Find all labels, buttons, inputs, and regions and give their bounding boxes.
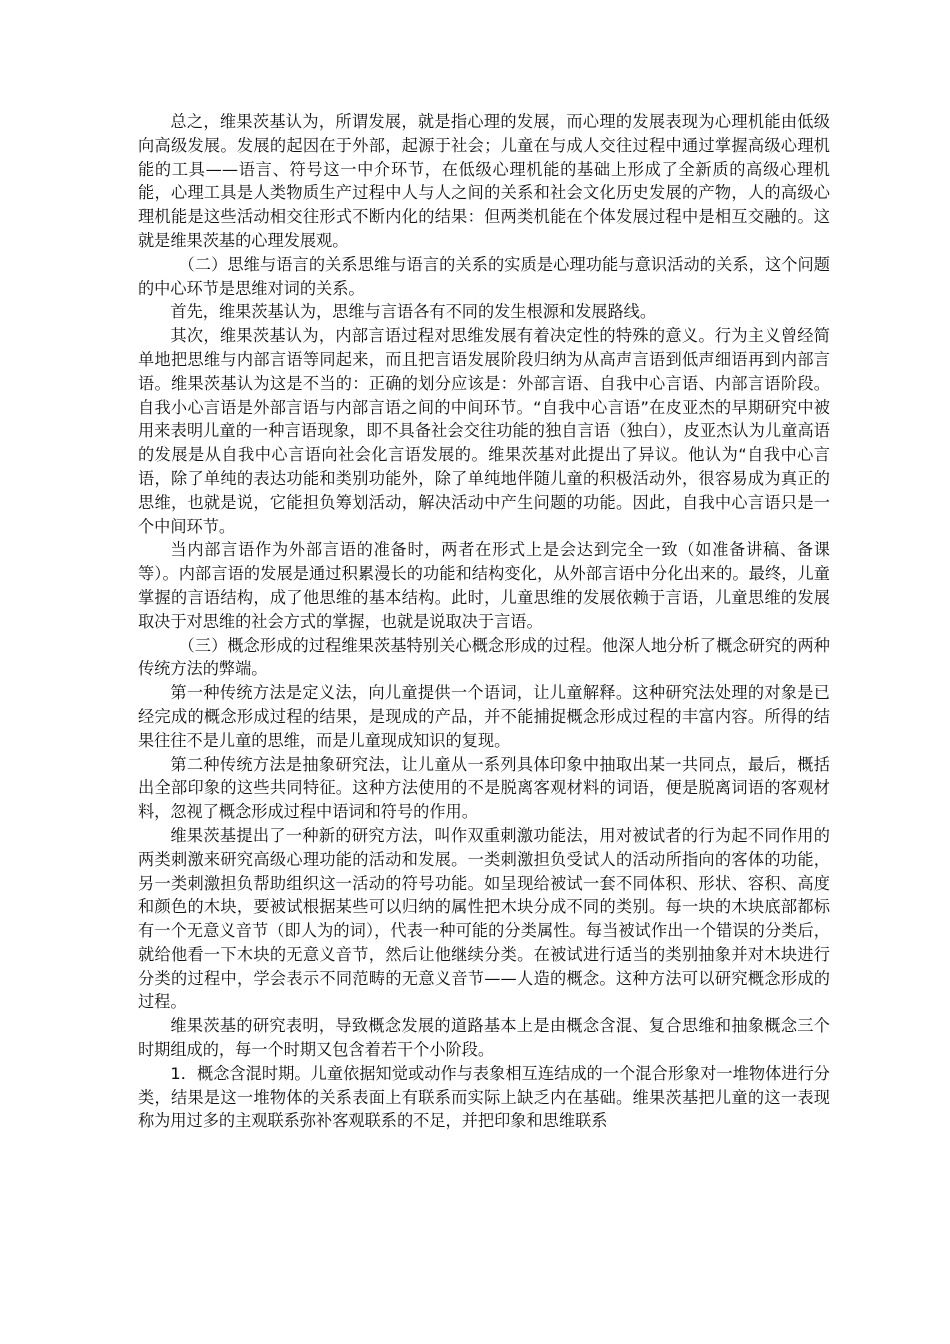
paragraph-double-stimulation-method: 维果茨基提出了一种新的研究方法，叫作双重刺激功能法，用对被试者的行为起不同作用的两类刺激来研究高级心理功能的活动和发展。一类刺激担负受试人的活动所指向的客体的功能，另一类刺激担负帮助组织这一活动的符号功能。如呈现给被试一套不同体积、形状、容积、高度和颜色的木块，要被试根据某些可以归纳的属性把木块分成不同的类别。每一块的木块底部都标有一个无意义音节（即人为的词），代表一种可能的分类属性。每当被试作出一个错误的分类后，就给他看一下木块的无意义音节，然后让他继续分类。在被试进行适当的类别抽象并对木块进行分类的过程中，学会表示不同范畴的无意义音节——人造的概念。这种方法可以研究概念形成的过程。 — [138, 825, 830, 1012]
paragraph-second-point-inner-speech: 其次，维果茨基认为，内部言语过程对思维发展有着决定性的特殊的意义。行为主义曾经简单地把思维与内部言语等同起来，而且把言语发展阶段归纳为从高声言语到低声细语再到内部言语。维果茨基认为这是不当的：正确的划分应该是：外部言语、自我中心言语、内部言语阶段。自我小心言语是外部言语与内部言语之间的中间环节。“自我中心言语”在皮亚杰的早期研究中被用来表明儿童的一种言语现象，即不具备社会交往功能的独自言语（独白），皮亚杰认为儿童高语的发展是从自我中心言语向社会化言语发展的。维果茨基对此提出了异议。他认为“自我中心言语，除了单纯的表达功能和类别功能外，除了单纯地伴随儿童的积极活动外，很容易成为真正的思维，也就是说，它能担负筹划活动，解决活动中产生问题的功能。因此，自我中心言语只是一个中间环节。 — [138, 326, 830, 536]
paragraph-summary-development-view: 总之，维果茨基认为，所谓发展，就是指心理的发展，而心理的发展表现为心理机能由低级向高级发展。发展的起因在于外部，起源于社会；儿童在与成人交往过程中通过掌握高级心理机能的工具——语言、符号这一中介环节，在低级心理机能的基础上形成了全新质的高级心理机能，心理工具是人类物质生产过程中人与人之间的关系和社会文化历史发展的产物，人的高级心理机能是这些活动相交往形式不断内化的结果：但两类机能在个体发展过程中是相互交融的。这就是维果茨基的心理发展观。 — [138, 112, 830, 250]
document-page — [138, 110, 830, 1133]
paragraph-abstraction-method: 第二种传统方法是抽象研究法，让儿童从一系列具体印象中抽取出某一共同点，最后，概括出全部印象的这些共同特征。这种方法使用的不是脱离客观材料的词语，便是脱离词语的客观材料，忽视了概念形成过程中语词和符号的作用。 — [138, 754, 830, 822]
paragraph-section-three-concept-formation: （三）概念形成的过程维果茨基特别关心概念形成的过程。他深人地分析了概念研究的两种传统方法的弊端。 — [138, 635, 830, 679]
paragraph-definition-method: 第一种传统方法是定义法，向儿童提供一个语词，让儿童解释。这种研究法处理的对象是已经完成的概念形成过程的结果，是现成的产品，并不能捕捉概念形成过程的丰富内容。所得的结果往往不是儿童的思维，而是儿童现成知识的复现。 — [138, 683, 830, 750]
paragraph-first-point: 首先，维果茨基认为，思维与言语各有不同的发生根源和发展路线。 — [170, 302, 657, 322]
paragraph-concept-vagueness-period: 1．概念含混时期。儿童依据知觉或动作与表象相互连结成的一个混合形象对一堆物体进行分类，结果是这一堆物体的关系表面上有联系而实际上缺乏内在基础。维果茨基把儿童的这一表现称为用过多的主观联系弥补客观联系的不足，并把印象和思维联系 — [138, 1063, 830, 1131]
paragraph-section-two-thought-and-language: （二）思维与语言的关系思维与语言的关系的实质是心理功能与意识活动的关系，这个问题的中心环节是思维对词的关系。 — [138, 254, 830, 298]
paragraph-inner-speech-development: 当内部言语作为外部言语的准备时，两者在形式上是会达到完全一致（如准备讲稿、备课等）。内部言语的发展是通过积累漫长的功能和结构变化，从外部言语中分化出来的。最终，儿童掌握的言语结构，成了他思维的基本结构。此时，儿童思维的发展依赖于言语，儿童思维的发展取决于对思维的社会方式的掌握，也就是说取决于言语。 — [138, 540, 830, 631]
paragraph-three-periods: 维果茨基的研究表明，导致概念发展的道路基本上是由概念含混、复合思维和抽象概念三个时期组成的，每一个时期又包含着若干个小阶段。 — [138, 1016, 830, 1060]
